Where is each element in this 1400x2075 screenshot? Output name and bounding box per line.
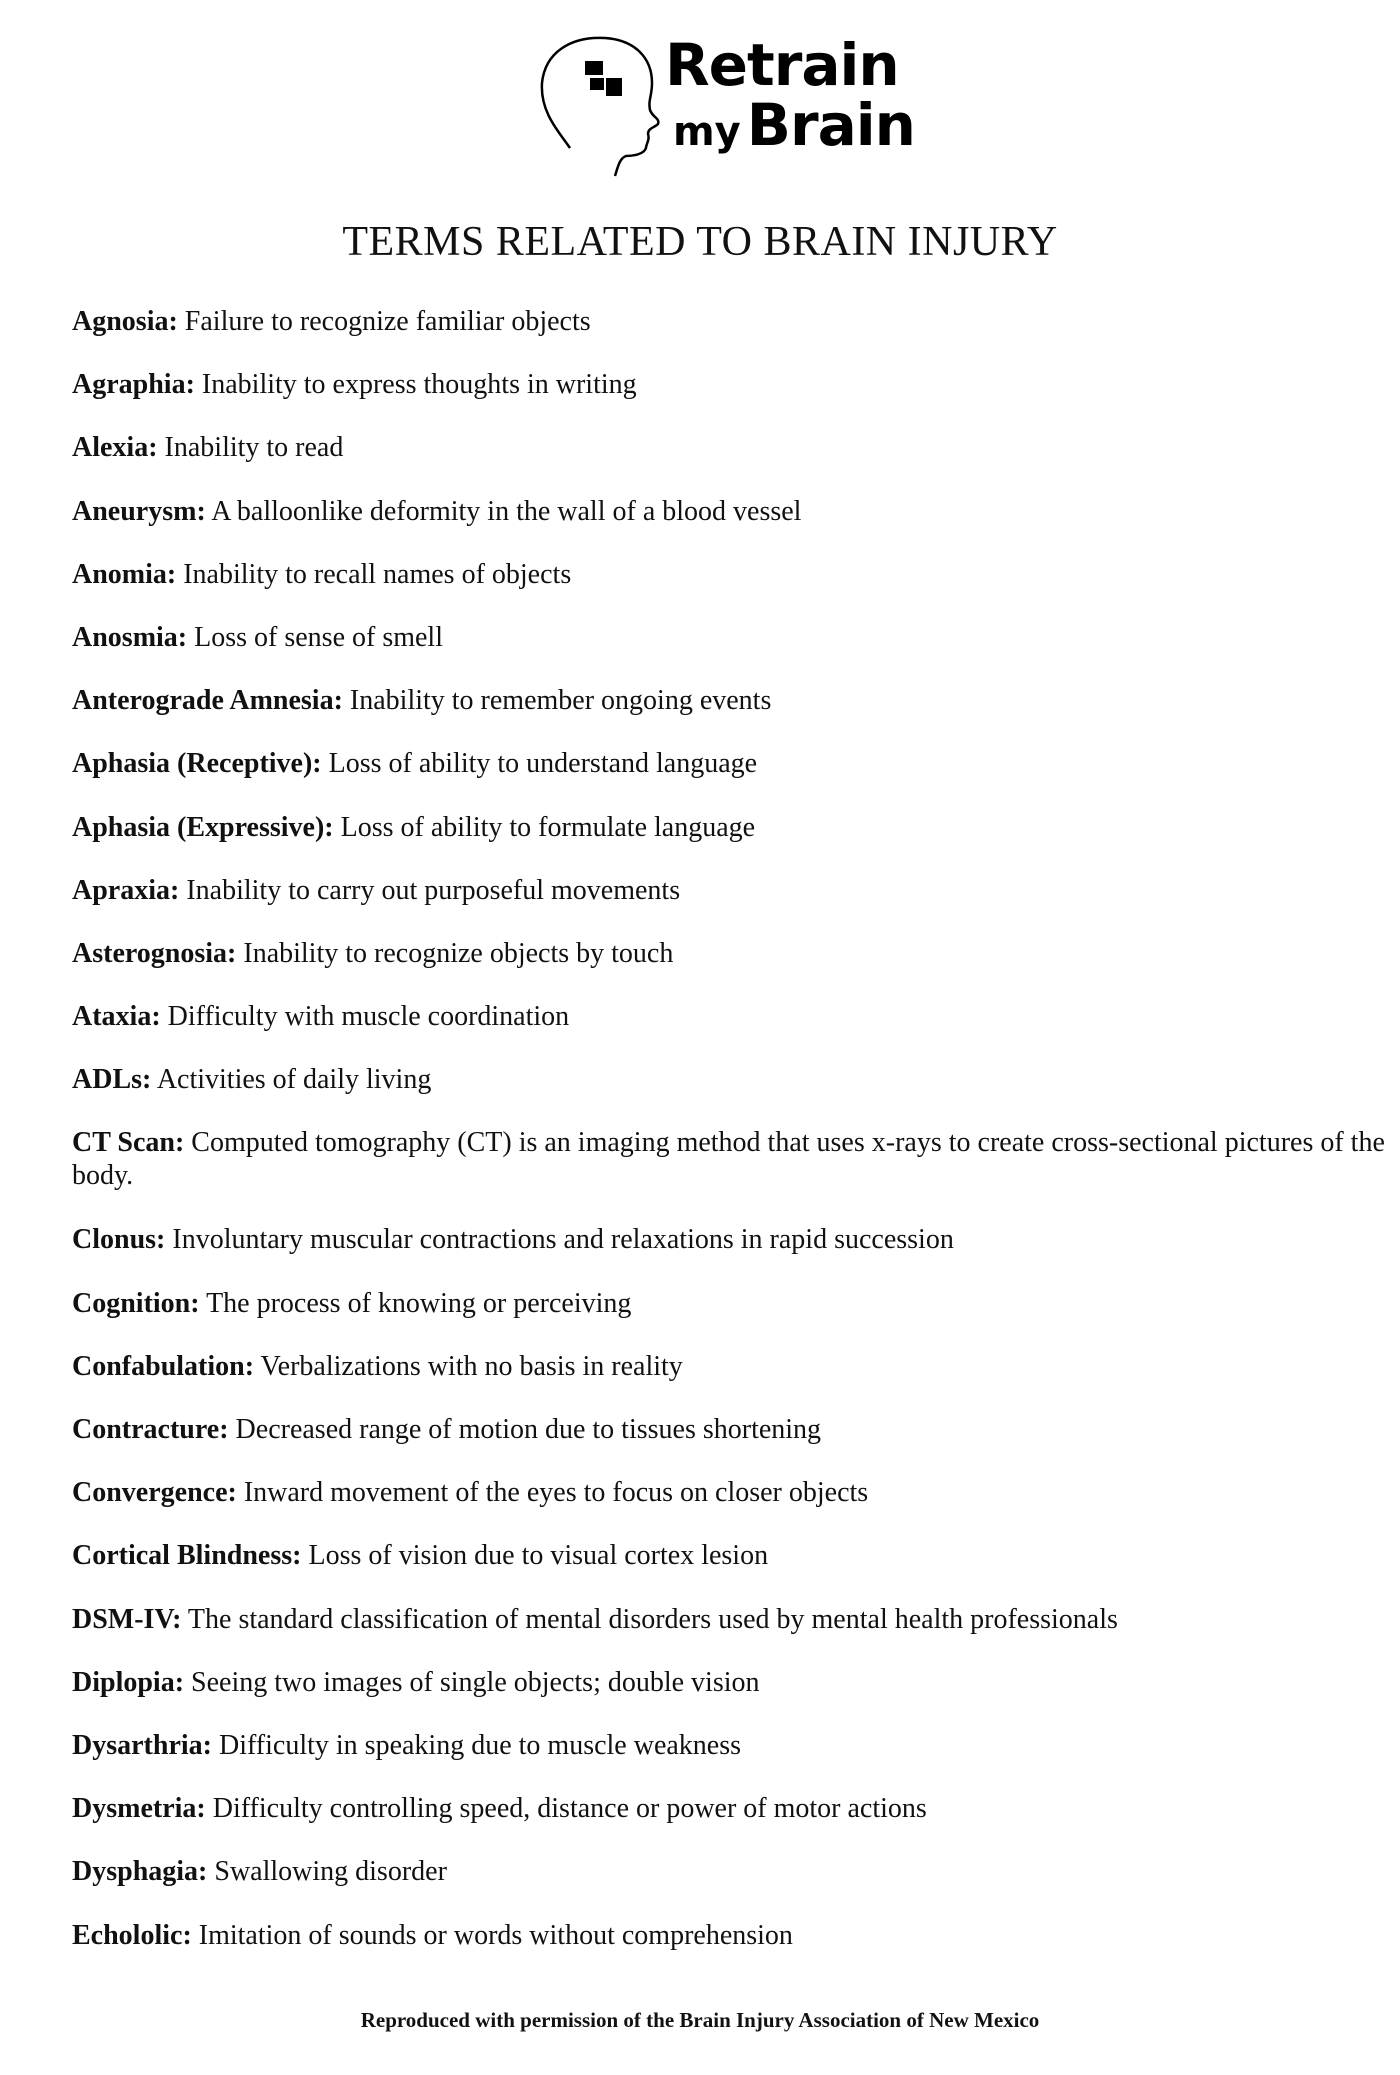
term-name: Ataxia: xyxy=(72,1001,161,1033)
term-definition: Loss of vision due to visual cortex lesion xyxy=(308,1540,769,1572)
term-agraphia xyxy=(72,368,1392,431)
term-definition: Failure to recognize familiar objects xyxy=(184,306,591,337)
term-name: Aphasia (Expressive): xyxy=(72,811,334,843)
term-name: Echololic: xyxy=(72,1919,192,1951)
term-clonus xyxy=(72,1223,1392,1286)
term-name: Aneurysm: xyxy=(72,495,206,527)
term-diplopia xyxy=(72,1666,1392,1729)
term-dysphagia xyxy=(72,1855,1392,1918)
term-definition: Difficulty controlling speed, distance or power of motor actions xyxy=(212,1793,927,1825)
term-name: Anomia: xyxy=(72,558,177,590)
term-dysarthria xyxy=(72,1729,1392,1792)
term-aphasia-receptive xyxy=(72,747,1392,810)
term-convergence xyxy=(72,1476,1392,1539)
term-name: Contracture: xyxy=(72,1414,229,1445)
term-definition: Difficulty with muscle coordination xyxy=(167,1001,570,1033)
term-definition: Computed tomography (CT) is an imaging method that uses x-rays to create cross-sectional pictures of the body. xyxy=(72,1127,1385,1192)
term-adls xyxy=(72,1063,1392,1126)
term-definition: Inability to express thoughts in writing xyxy=(201,369,637,401)
term-name: CT Scan: xyxy=(72,1127,185,1159)
terms-list xyxy=(72,305,1392,1982)
term-name: DSM-IV: xyxy=(72,1603,182,1635)
term-name: Asterognosia: xyxy=(72,937,237,969)
term-definition: Inward movement of the eyes to focus on closer objects xyxy=(243,1477,869,1509)
term-name: ADLs: xyxy=(72,1064,152,1096)
term-definition: Loss of sense of smell xyxy=(194,621,443,653)
retrain-my-brain-logo xyxy=(530,28,950,178)
permission-footer: Reproduced with permission of the Brain Injury Association of New Mexico xyxy=(360,2008,1040,2032)
term-definition: Swallowing disorder xyxy=(214,1856,447,1888)
term-confabulation xyxy=(72,1350,1392,1413)
term-aneurysm xyxy=(72,495,1392,558)
term-anterograde-amnesia xyxy=(72,684,1392,747)
head-profile-icon xyxy=(530,28,670,178)
term-name: Diplopia: xyxy=(72,1666,185,1698)
term-alexia xyxy=(72,431,1392,494)
term-asterognosia xyxy=(72,937,1392,1000)
term-anosmia xyxy=(72,621,1392,684)
term-definition: The process of knowing or perceiving xyxy=(206,1287,632,1319)
term-definition: Inability to recall names of objects xyxy=(183,558,572,590)
term-definition: Imitation of sounds or words without comprehension xyxy=(198,1919,793,1951)
term-contracture xyxy=(72,1413,1392,1476)
term-name: Confabulation: xyxy=(72,1350,255,1382)
logo-text-brain: Brain xyxy=(746,91,915,159)
term-name: Apraxia: xyxy=(72,874,180,906)
term-aphasia-expressive xyxy=(72,811,1392,874)
term-definition: Seeing two images of single objects; double vision xyxy=(191,1666,760,1698)
term-definition: Loss of ability to understand language xyxy=(328,748,758,780)
term-name: Dysphagia: xyxy=(72,1856,208,1888)
term-echololic xyxy=(72,1919,1392,1982)
term-dsm-iv xyxy=(72,1603,1392,1666)
term-definition: Verbalizations with no basis in reality xyxy=(260,1350,683,1382)
term-name: Cognition: xyxy=(72,1287,200,1319)
term-cortical-blindness xyxy=(72,1539,1392,1602)
term-definition: Inability to read xyxy=(164,432,344,464)
term-cognition xyxy=(72,1287,1392,1350)
term-definition: A balloonlike deformity in the wall of a blood vessel xyxy=(211,495,802,527)
page-title: TERMS RELATED TO BRAIN INJURY xyxy=(342,219,1058,265)
term-name: Dysmetria: xyxy=(72,1793,206,1825)
term-definition: Inability to recognize objects by touch xyxy=(243,937,674,969)
term-agnosia xyxy=(72,305,1392,368)
term-name: Cortical Blindness: xyxy=(72,1540,302,1572)
term-definition: The standard classification of mental disorders used by mental health professionals xyxy=(187,1603,1118,1635)
term-apraxia xyxy=(72,874,1392,937)
logo-text-my: my xyxy=(673,109,741,155)
term-definition: Activities of daily living xyxy=(156,1064,432,1096)
term-definition: Difficulty in speaking due to muscle weakness xyxy=(218,1729,742,1761)
term-ct-scan xyxy=(72,1126,1392,1223)
term-name: Convergence: xyxy=(72,1477,237,1509)
term-name: Anosmia: xyxy=(72,621,188,653)
term-dysmetria xyxy=(72,1792,1392,1855)
term-name: Alexia: xyxy=(72,432,158,464)
term-ataxia xyxy=(72,1000,1392,1063)
term-name: Agnosia: xyxy=(72,306,178,337)
term-definition: Involuntary muscular contractions and relaxations in rapid succession xyxy=(172,1224,954,1256)
term-definition: Loss of ability to formulate language xyxy=(340,811,756,843)
term-definition: Decreased range of motion due to tissues shortening xyxy=(235,1414,822,1445)
term-name: Aphasia (Receptive): xyxy=(72,748,322,780)
term-anomia xyxy=(72,558,1392,621)
logo-text-retrain: Retrain xyxy=(665,31,899,99)
term-definition: Inability to carry out purposeful movements xyxy=(186,874,681,906)
term-name: Anterograde Amnesia: xyxy=(72,685,343,717)
term-definition: Inability to remember ongoing events xyxy=(349,685,772,717)
term-name: Clonus: xyxy=(72,1224,166,1256)
term-name: Dysarthria: xyxy=(72,1729,212,1761)
term-name: Agraphia: xyxy=(72,369,195,401)
